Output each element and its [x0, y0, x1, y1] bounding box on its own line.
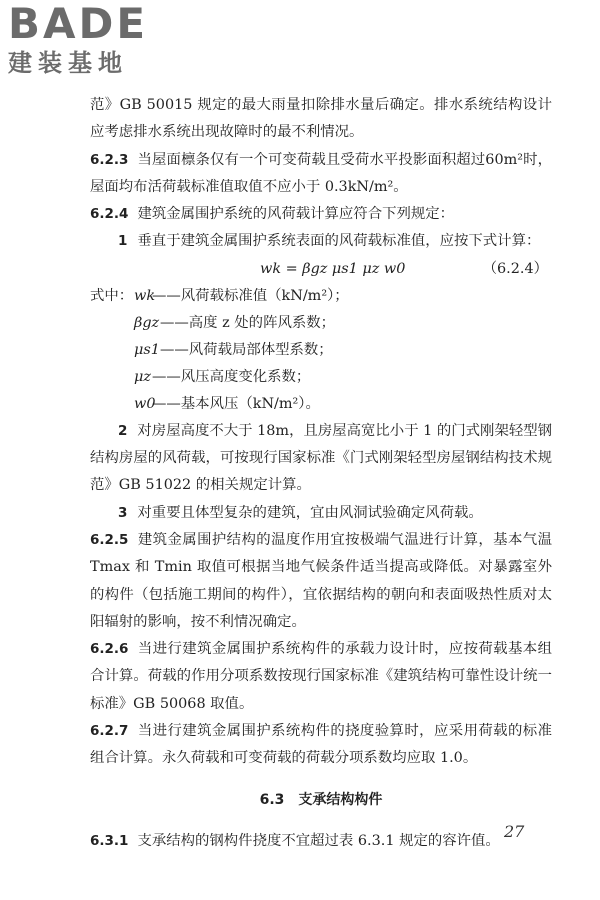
item-number: 3 — [118, 504, 128, 521]
item-text: 垂直于建筑金属围护系统表面的风荷载标准值，应按下式计算： — [137, 233, 541, 250]
symbol: wk — [134, 287, 156, 304]
section-number: 6.3 — [259, 791, 285, 808]
clause-number: 6.3.1 — [90, 832, 129, 849]
symbol: w0 — [134, 395, 156, 412]
item-text: 对重要且体型复杂的建筑，宜由风洞试验确定风荷载。 — [137, 504, 483, 521]
logo-subtitle: 建装基地 — [8, 49, 128, 77]
section-title: 支承结构构件 — [298, 791, 383, 808]
clause-number: 6.2.6 — [90, 641, 129, 658]
clause-text: 当进行建筑金属围护系统构件的挠度验算时，应采用荷载的标准组合计算。永久荷载和可变荷载的荷载分项系数均应取 1.0。 — [90, 723, 552, 767]
symbol-row — [90, 310, 552, 337]
item-number: 1 — [118, 233, 128, 250]
clause-text: 当屋面檩条仅有一个可变荷载且受荷水平投影面积超过60m²时，屋面均布活荷载标准值取值不应小于 0.3kN/m²。 — [90, 151, 552, 195]
page-number: 27 — [504, 822, 525, 841]
symbol-description: ——风荷载局部体型系数； — [160, 341, 333, 358]
formula-6-2-4 — [90, 256, 552, 283]
symbol-description: ——风荷载标准值（kN/m²）； — [152, 287, 349, 304]
continued-paragraph: 范》GB 50015 规定的最大雨量扣除排水量后确定。排水系统结构设计应考虑排水系统出现故障时的最不利情况。 — [90, 97, 552, 141]
item-number: 2 — [118, 422, 128, 439]
logo-word: BADE — [8, 0, 149, 48]
symbol-description: ——基本风压（kN/m²）。 — [152, 395, 320, 412]
symbol: βgz — [134, 314, 160, 331]
formula-equation: wk = βgz μs1 μz w0 — [260, 260, 406, 277]
where-label: 式中： — [90, 287, 134, 304]
formula-number: （6.2.4） — [482, 260, 548, 277]
logo — [8, 2, 178, 78]
symbol-description: ——高度 z 处的阵风系数； — [160, 314, 336, 331]
symbol-row — [90, 364, 552, 391]
clause-number: 6.2.5 — [90, 531, 129, 548]
item-3 — [90, 500, 552, 527]
page-content — [90, 92, 552, 855]
clause-text: 当进行建筑金属围护系统构件的承载力设计时，应按荷载基本组合计算。荷载的作用分项系数按现行国家标准《建筑结构可靠性设计统一标准》GB 50068 取值。 — [90, 641, 552, 712]
clause-text: 支承结构的钢构件挠度不宜超过表 6.3.1 规定的容许值。 — [137, 832, 500, 849]
clause-6-2-6 — [90, 636, 552, 718]
symbol: μz — [134, 368, 151, 385]
clause-6-2-5 — [90, 527, 552, 636]
item-2 — [90, 418, 552, 500]
clause-6-2-4 — [90, 201, 552, 228]
clause-number: 6.2.3 — [90, 151, 129, 168]
clause-text: 建筑金属围护系统的风荷载计算应符合下列规定： — [137, 206, 455, 223]
symbol-row — [90, 283, 552, 310]
clause-text: 建筑金属围护结构的温度作用宜按极端气温进行计算，基本气温 Tmax 和 Tmin 取值可根据当地气候条件适当提高或降低。对暴露室外的构件（包括施工期间的构件），宜依据结构的朝向和表面吸热性质对太阳辐射的影响，按不利情况确定。 — [90, 531, 552, 630]
clause-6-2-7 — [90, 718, 552, 773]
clause-6-3-1 — [90, 828, 552, 855]
clause-6-2-3 — [90, 147, 552, 202]
clause-number: 6.2.4 — [90, 206, 129, 223]
symbol-row — [90, 337, 552, 364]
item-1 — [90, 228, 552, 255]
item-text: 对房屋高度不大于 18m，且房屋高宽比小于 1 的门式刚架轻型钢结构房屋的风荷载，可按现行国家标准《门式刚架轻型房屋钢结构技术规范》GB 51022 的相关规定计算。 — [90, 422, 553, 494]
clause-number: 6.2.7 — [90, 723, 129, 740]
symbol: μs1 — [134, 341, 160, 358]
symbol-description: ——风压高度变化系数； — [152, 368, 311, 385]
section-heading — [90, 787, 552, 814]
symbol-row — [90, 391, 552, 418]
